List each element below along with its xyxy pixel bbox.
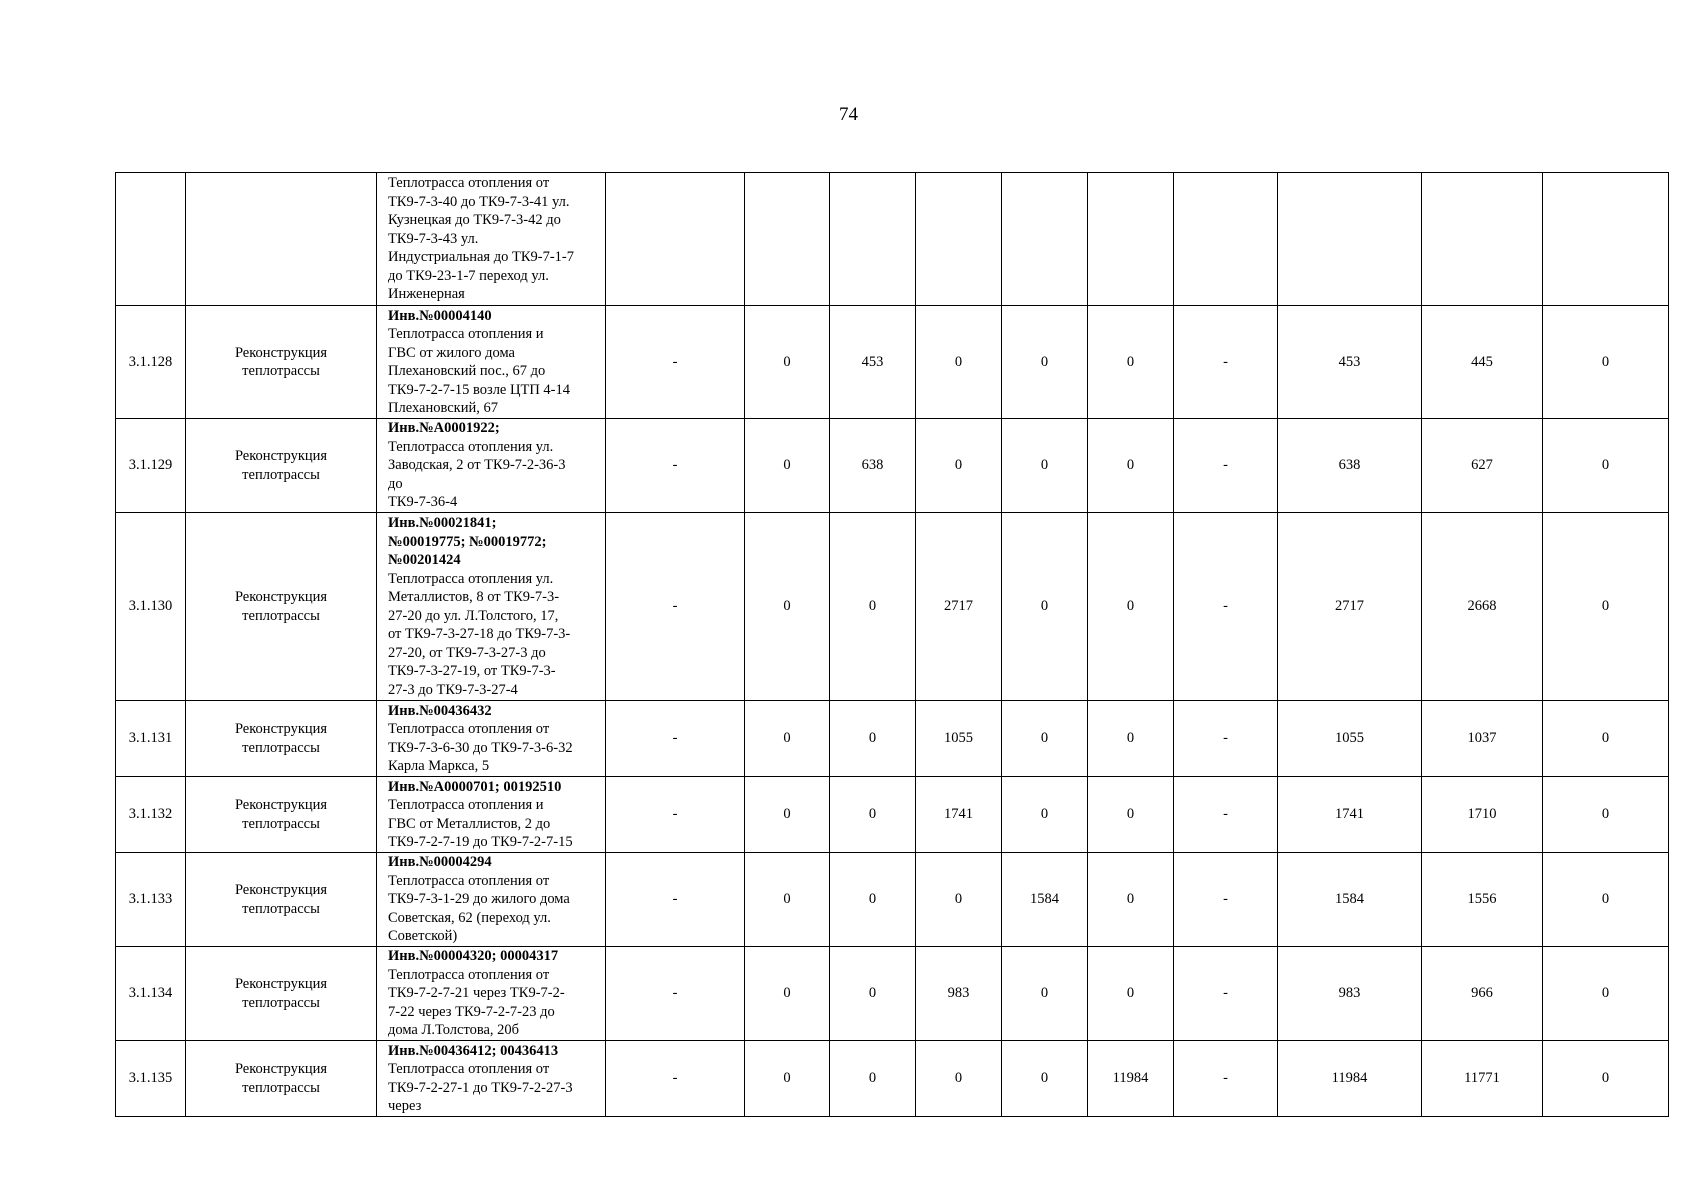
value-cell-c13: 0 (1543, 853, 1669, 947)
value-cell-c5: 0 (745, 701, 830, 777)
value-cell-c4: - (606, 513, 745, 701)
row-description (377, 1041, 606, 1117)
description-text: Теплотрасса отопления от ТК9-7-3-1-29 до жилого дома Советская, 62 (переход ул. Советской) (388, 872, 570, 945)
value-cell-c9: 0 (1088, 853, 1174, 947)
value-cell-c12 (1422, 173, 1543, 306)
table-row (116, 777, 1669, 853)
value-cell-c12: 2668 (1422, 513, 1543, 701)
value-cell-c9: 11984 (1088, 1041, 1174, 1117)
value-cell-c11: 1584 (1278, 853, 1422, 947)
row-code: 3.1.133 (116, 853, 186, 947)
value-cell-c10 (1174, 173, 1278, 306)
value-cell-c11: 1055 (1278, 701, 1422, 777)
row-name: Реконструкция теплотрассы (186, 419, 377, 513)
row-code: 3.1.128 (116, 306, 186, 419)
value-cell-c4 (606, 173, 745, 306)
value-cell-c13: 0 (1543, 306, 1669, 419)
value-cell-c6: 0 (830, 777, 916, 853)
value-cell-c8: 0 (1002, 1041, 1088, 1117)
table-row (116, 419, 1669, 513)
value-cell-c6: 638 (830, 419, 916, 513)
value-cell-c5: 0 (745, 853, 830, 947)
table-row (116, 173, 1669, 306)
row-description (377, 701, 606, 777)
row-description (377, 947, 606, 1041)
value-cell-c13 (1543, 173, 1669, 306)
value-cell-c13: 0 (1543, 513, 1669, 701)
value-cell-c6: 0 (830, 853, 916, 947)
value-cell-c4: - (606, 853, 745, 947)
table-row (116, 306, 1669, 419)
row-code: 3.1.132 (116, 777, 186, 853)
table-row (116, 513, 1669, 701)
value-cell-c6: 453 (830, 306, 916, 419)
value-cell-c6: 0 (830, 947, 916, 1041)
value-cell-c12: 627 (1422, 419, 1543, 513)
row-name: Реконструкция теплотрассы (186, 701, 377, 777)
row-description (377, 419, 606, 513)
value-cell-c4: - (606, 947, 745, 1041)
value-cell-c12: 11771 (1422, 1041, 1543, 1117)
value-cell-c10: - (1174, 419, 1278, 513)
row-name: Реконструкция теплотрассы (186, 306, 377, 419)
value-cell-c6 (830, 173, 916, 306)
value-cell-c9: 0 (1088, 947, 1174, 1041)
description-text: Теплотрасса отопления от ТК9-7-2-27-1 до ТК9-7-2-27-3 через (388, 1061, 573, 1114)
value-cell-c4: - (606, 419, 745, 513)
description-text: Теплотрасса отопления от ТК9-7-3-6-30 до ТК9-7-3-6-32 Карла Маркса, 5 (388, 721, 573, 774)
value-cell-c10: - (1174, 853, 1278, 947)
value-cell-c6: 0 (830, 1041, 916, 1117)
value-cell-c9: 0 (1088, 513, 1174, 701)
value-cell-c5: 0 (745, 777, 830, 853)
inventory-number: Инв.№00021841; №00019775; №00019772; №00201424 (388, 515, 547, 568)
value-cell-c7: 2717 (916, 513, 1002, 701)
value-cell-c9: 0 (1088, 306, 1174, 419)
value-cell-c7: 0 (916, 1041, 1002, 1117)
value-cell-c12: 966 (1422, 947, 1543, 1041)
inventory-number: Инв.№А0001922; (388, 420, 500, 437)
value-cell-c12: 445 (1422, 306, 1543, 419)
inventory-number: Инв.№00004140 (388, 307, 492, 324)
row-code: 3.1.134 (116, 947, 186, 1041)
value-cell-c4: - (606, 1041, 745, 1117)
value-cell-c7: 1741 (916, 777, 1002, 853)
row-code (116, 173, 186, 306)
inventory-number: Инв.№00436432 (388, 702, 492, 719)
value-cell-c5: 0 (745, 1041, 830, 1117)
inventory-number: Инв.№00436412; 00436413 (388, 1042, 559, 1059)
description-text: Теплотрасса отопления ул. Заводская, 2 от ТК9-7-2-36-3 до ТК9-7-36-4 (388, 438, 566, 511)
value-cell-c13: 0 (1543, 1041, 1669, 1117)
table-row (116, 853, 1669, 947)
row-name: Реконструкция теплотрассы (186, 1041, 377, 1117)
row-code: 3.1.131 (116, 701, 186, 777)
value-cell-c7: 983 (916, 947, 1002, 1041)
value-cell-c5: 0 (745, 947, 830, 1041)
value-cell-c10: - (1174, 1041, 1278, 1117)
description-text: Теплотрасса отопления ул. Металлистов, 8 от ТК9-7-3- 27-20 до ул. Л.Толстого, 17, от ТК9-7-3-27-18 до ТК9-7-3- 27-20, от ТК9-7-3-27-3 до ТК9-7-3-27-19, от ТК9-7-3- 27-3 до ТК9-7-3-27-4 (388, 570, 571, 698)
inventory-number: Инв.№00004320; 00004317 (388, 948, 559, 965)
value-cell-c13: 0 (1543, 777, 1669, 853)
value-cell-c5 (745, 173, 830, 306)
value-cell-c7: 0 (916, 853, 1002, 947)
value-cell-c7: 0 (916, 306, 1002, 419)
inventory-number: Инв.№00004294 (388, 854, 492, 871)
value-cell-c11: 11984 (1278, 1041, 1422, 1117)
value-cell-c9 (1088, 173, 1174, 306)
value-cell-c8: 0 (1002, 701, 1088, 777)
row-name (186, 173, 377, 306)
table-row (116, 701, 1669, 777)
value-cell-c5: 0 (745, 513, 830, 701)
value-cell-c12: 1037 (1422, 701, 1543, 777)
value-cell-c6: 0 (830, 701, 916, 777)
value-cell-c4: - (606, 701, 745, 777)
table-row (116, 947, 1669, 1041)
value-cell-c4: - (606, 306, 745, 419)
value-cell-c8: 0 (1002, 947, 1088, 1041)
value-cell-c7 (916, 173, 1002, 306)
value-cell-c5: 0 (745, 306, 830, 419)
row-description (377, 777, 606, 853)
description-text: Теплотрасса отопления и ГВС от Металлистов, 2 до ТК9-7-2-7-19 до ТК9-7-2-7-15 (388, 797, 573, 850)
value-cell-c8 (1002, 173, 1088, 306)
row-name: Реконструкция теплотрассы (186, 853, 377, 947)
value-cell-c10: - (1174, 513, 1278, 701)
row-code: 3.1.129 (116, 419, 186, 513)
value-cell-c7: 1055 (916, 701, 1002, 777)
value-cell-c12: 1710 (1422, 777, 1543, 853)
value-cell-c11: 983 (1278, 947, 1422, 1041)
description-text: Теплотрасса отопления от ТК9-7-2-7-21 через ТК9-7-2- 7-22 через ТК9-7-2-7-23 до дома Л.Толстова, 20б (388, 966, 565, 1039)
value-cell-c10: - (1174, 947, 1278, 1041)
value-cell-c9: 0 (1088, 419, 1174, 513)
value-cell-c11: 1741 (1278, 777, 1422, 853)
value-cell-c11: 2717 (1278, 513, 1422, 701)
value-cell-c6: 0 (830, 513, 916, 701)
value-cell-c8: 0 (1002, 513, 1088, 701)
value-cell-c8: 0 (1002, 419, 1088, 513)
value-cell-c5: 0 (745, 419, 830, 513)
value-cell-c13: 0 (1543, 419, 1669, 513)
value-cell-c9: 0 (1088, 701, 1174, 777)
value-cell-c11 (1278, 173, 1422, 306)
row-code: 3.1.130 (116, 513, 186, 701)
description-text: Теплотрасса отопления и ГВС от жилого дома Плехановский пос., 67 до ТК9-7-2-7-15 возле ЦТП 4-14 Плехановский, 67 (388, 326, 570, 416)
row-code: 3.1.135 (116, 1041, 186, 1117)
table-row (116, 1041, 1669, 1117)
value-cell-c13: 0 (1543, 947, 1669, 1041)
page-number: 74 (839, 104, 858, 125)
value-cell-c12: 1556 (1422, 853, 1543, 947)
value-cell-c9: 0 (1088, 777, 1174, 853)
value-cell-c4: - (606, 777, 745, 853)
value-cell-c10: - (1174, 777, 1278, 853)
row-name: Реконструкция теплотрассы (186, 777, 377, 853)
table-body (116, 173, 1669, 1117)
value-cell-c11: 453 (1278, 306, 1422, 419)
row-name: Реконструкция теплотрассы (186, 947, 377, 1041)
value-cell-c13: 0 (1543, 701, 1669, 777)
inventory-number: Инв.№А0000701; 00192510 (388, 778, 562, 795)
description-text: Теплотрасса отопления от ТК9-7-3-40 до ТК9-7-3-41 ул. Кузнецкая до ТК9-7-3-42 до ТК9-7-3-43 ул. Индустриальная до ТК9-7-1-7 до ТК9-23-1-7 переход ул. Инженерная (388, 175, 574, 303)
value-cell-c8: 0 (1002, 777, 1088, 853)
value-cell-c11: 638 (1278, 419, 1422, 513)
row-description (377, 306, 606, 419)
value-cell-c8: 1584 (1002, 853, 1088, 947)
row-description (377, 853, 606, 947)
value-cell-c8: 0 (1002, 306, 1088, 419)
row-description (377, 173, 606, 306)
value-cell-c10: - (1174, 701, 1278, 777)
value-cell-c7: 0 (916, 419, 1002, 513)
row-name: Реконструкция теплотрассы (186, 513, 377, 701)
works-table (115, 172, 1669, 1117)
row-description (377, 513, 606, 701)
value-cell-c10: - (1174, 306, 1278, 419)
